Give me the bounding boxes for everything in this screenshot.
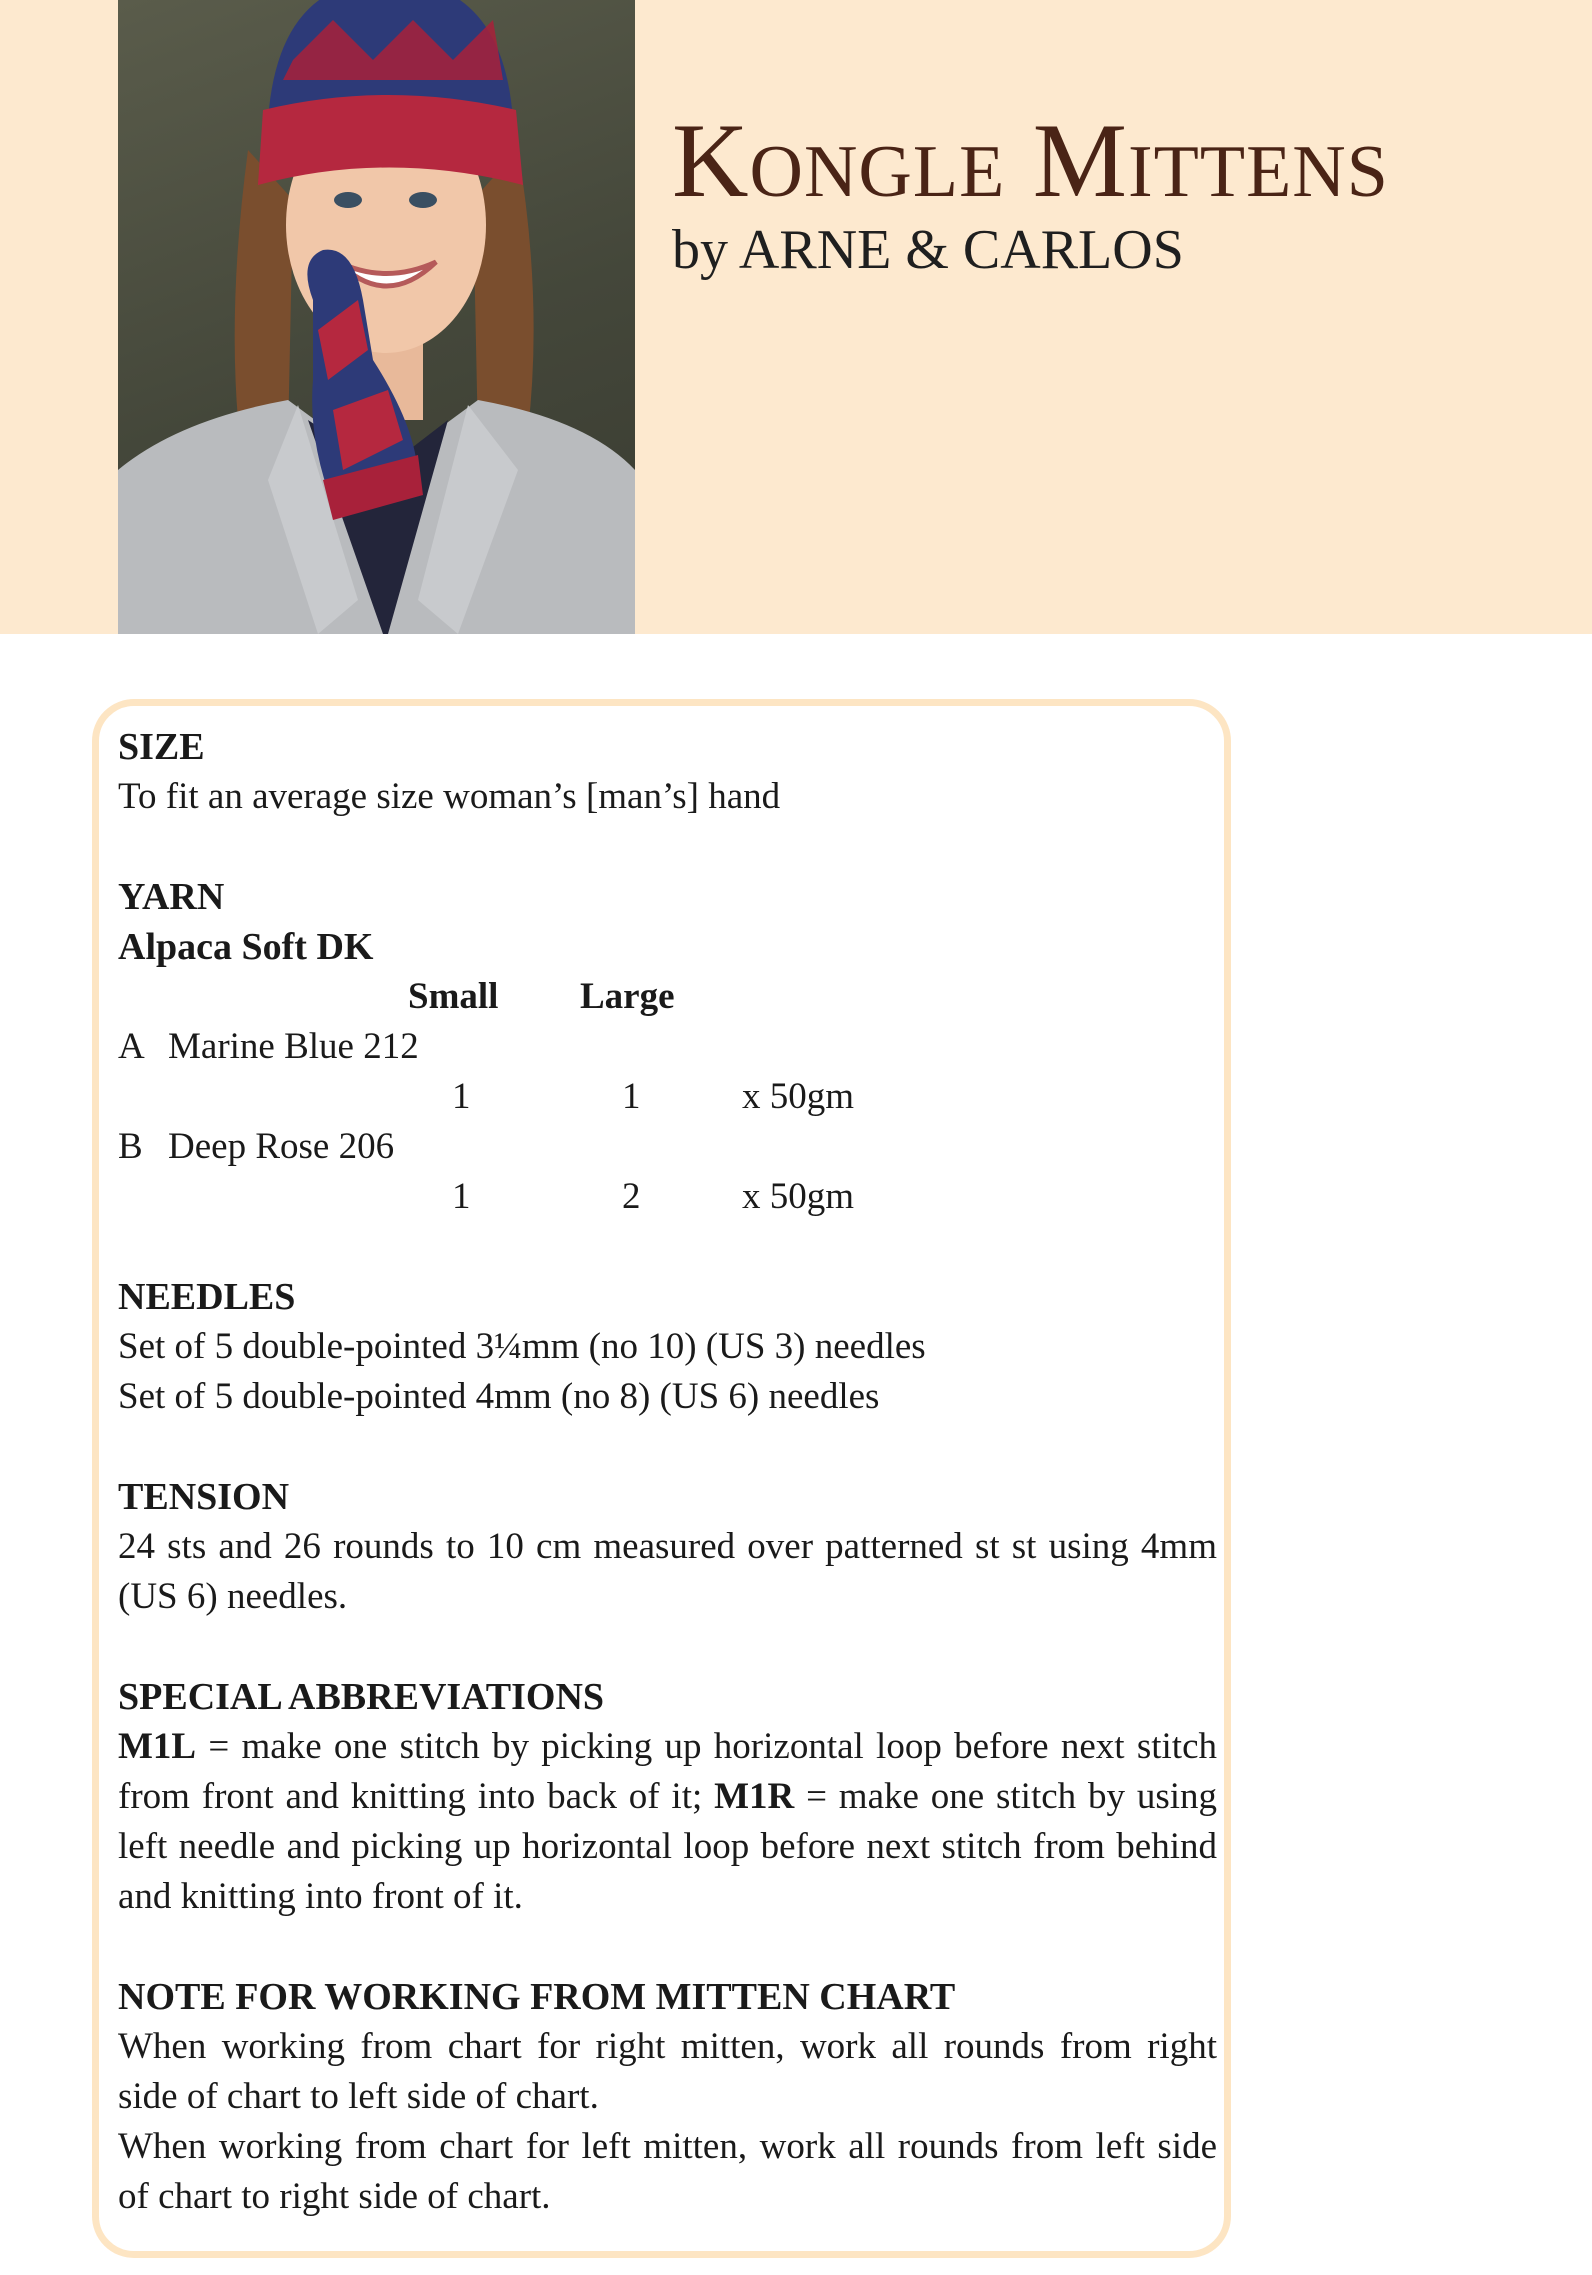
size-heading: SIZE [118, 726, 205, 768]
needles-section [118, 1272, 1217, 1422]
quantity-unit: x 50gm [742, 1176, 855, 1217]
yarn-heading: YARN [118, 876, 225, 918]
chart-note-right: When working from chart for right mitten, work all rounds from right side of chart to left side of chart. [118, 2026, 1217, 2117]
chart-note-section [118, 1972, 1217, 2222]
abbreviations-heading: SPECIAL ABBREVIATIONS [118, 1676, 605, 1718]
tension-heading: TENSION [118, 1476, 290, 1518]
yarn-column-headers [118, 972, 1217, 1022]
needles-line: Set of 5 double-pointed 3¼mm (no 10) (US 3) needles [118, 1326, 926, 1367]
needles-heading: NEEDLES [118, 1276, 296, 1318]
yarn-quantity-a [118, 1072, 1217, 1122]
yarn-color-name: Deep Rose 206 [168, 1126, 395, 1167]
pattern-title: Kongle Mittens [672, 102, 1389, 219]
needles-line: Set of 5 double-pointed 4mm (no 8) (US 6) needles [118, 1376, 880, 1417]
quantity-small: 1 [452, 1176, 471, 1217]
pattern-details [118, 722, 1217, 2272]
model-photo-drawing [118, 0, 635, 634]
model-photo-icon [118, 0, 635, 634]
eye-right [409, 192, 437, 208]
yarn-name: Alpaca Soft DK [118, 926, 374, 968]
yarn-color-b [118, 1122, 1217, 1172]
column-large: Large [580, 976, 675, 1017]
chart-note-heading: NOTE FOR WORKING FROM MITTEN CHART [118, 1976, 956, 2018]
hair-left [235, 150, 293, 440]
chart-note-left: When working from chart for left mitten, work all rounds from left side of chart to right side of chart. [118, 2126, 1217, 2217]
abbreviations-section [118, 1672, 1217, 1922]
column-small: Small [408, 976, 499, 1017]
yarn-color-name: Marine Blue 212 [168, 1026, 419, 1067]
size-section [118, 722, 1217, 822]
abbreviation-m1l: M1L [118, 1726, 197, 1767]
yarn-quantity-b [118, 1172, 1217, 1222]
quantity-small: 1 [452, 1076, 471, 1117]
eye-left [334, 192, 362, 208]
size-text: To fit an average size woman’s [man’s] hand [118, 776, 781, 817]
abbreviations-text [118, 1722, 1217, 1922]
yarn-letter: A [118, 1026, 145, 1067]
tension-text: 24 sts and 26 rounds to 10 cm measured over patterned st st using 4mm (US 6) needles. [118, 1526, 1217, 1617]
pattern-byline: by ARNE & CARLOS [672, 219, 1184, 281]
yarn-letter: B [118, 1126, 143, 1167]
abbreviation-m1r: M1R [714, 1776, 795, 1817]
quantity-large: 1 [622, 1076, 641, 1117]
quantity-large: 2 [622, 1176, 641, 1217]
yarn-color-a [118, 1022, 1217, 1072]
abbreviation-m1l-definition: = make one stitch by picking up horizontal loop before next stitch from front and knitting into back of it; [118, 1726, 1217, 1817]
quantity-unit: x 50gm [742, 1076, 855, 1117]
yarn-section [118, 872, 1217, 1222]
tension-section [118, 1472, 1217, 1622]
abbreviation-m1r-definition: = make one stitch by using left needle and picking up horizontal loop before next stitch from behind and knitting into front of it. [118, 1776, 1218, 1917]
